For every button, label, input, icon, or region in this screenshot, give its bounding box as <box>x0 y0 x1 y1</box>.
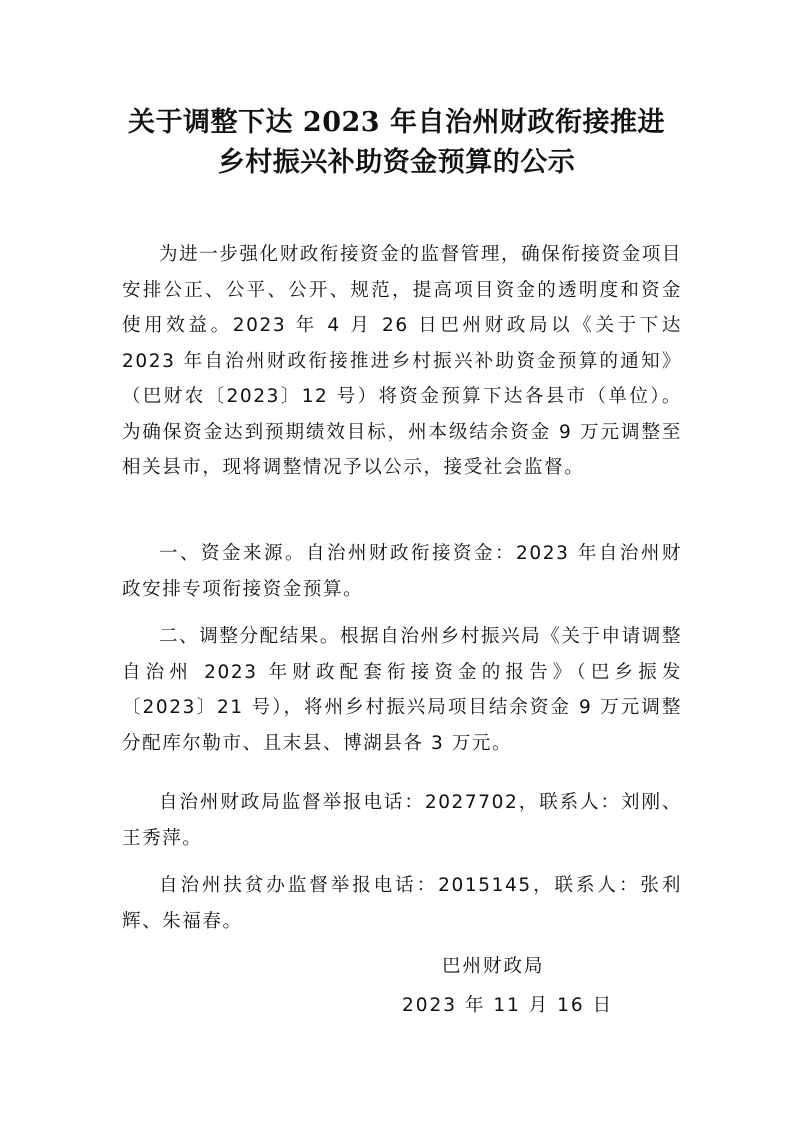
paragraph-poverty-office-hotline: 自治州扶贫办监督举报电话：2015145，联系人：张利辉、朱福春。 <box>122 875 682 932</box>
signature-date: 2023 年 11 月 16 日 <box>402 995 614 1016</box>
document-title-line-1: 关于调整下达 2023 年自治州财政衔接推进 <box>128 107 665 138</box>
paragraph-finance-hotline: 自治州财政局监督举报电话：2027702，联系人：刘刚、王秀萍。 <box>122 792 682 849</box>
paragraph-allocation-result: 二、调整分配结果。根据自治州乡村振兴局《关于申请调整自治州 2023 年财政配套衔接资金的报告》（巴乡振发〔2023〕21 号），将州乡村振兴局项目结余资金 9 万元调整分配库尔勒市、且末县、博湖县各 3 万元。 <box>122 626 682 754</box>
paragraph-fund-source: 一、资金来源。自治州财政衔接资金：2023 年自治州财政安排专项衔接资金预算。 <box>122 543 682 600</box>
document-title-line-2: 乡村振兴补助资金预算的公示 <box>217 147 576 178</box>
signature-organization: 巴州财政局 <box>442 956 545 977</box>
paragraph-intro: 为进一步强化财政衔接资金的监督管理，确保衔接资金项目安排公正、公平、公开、规范，提高项目资金的透明度和资金使用效益。2023 年 4 月 26 日巴州财政局以《关于下达 2023 年自治州财政衔接推进乡村振兴补助资金预算的通知》（巴财农〔2023〕12 号）将资金预算下达各县市（单位）。为确保资金达到预期绩效目标，州本级结余资金 9 万元调整至相关县市，现将调整情况予以公示，接受社会监督。 <box>122 244 682 478</box>
